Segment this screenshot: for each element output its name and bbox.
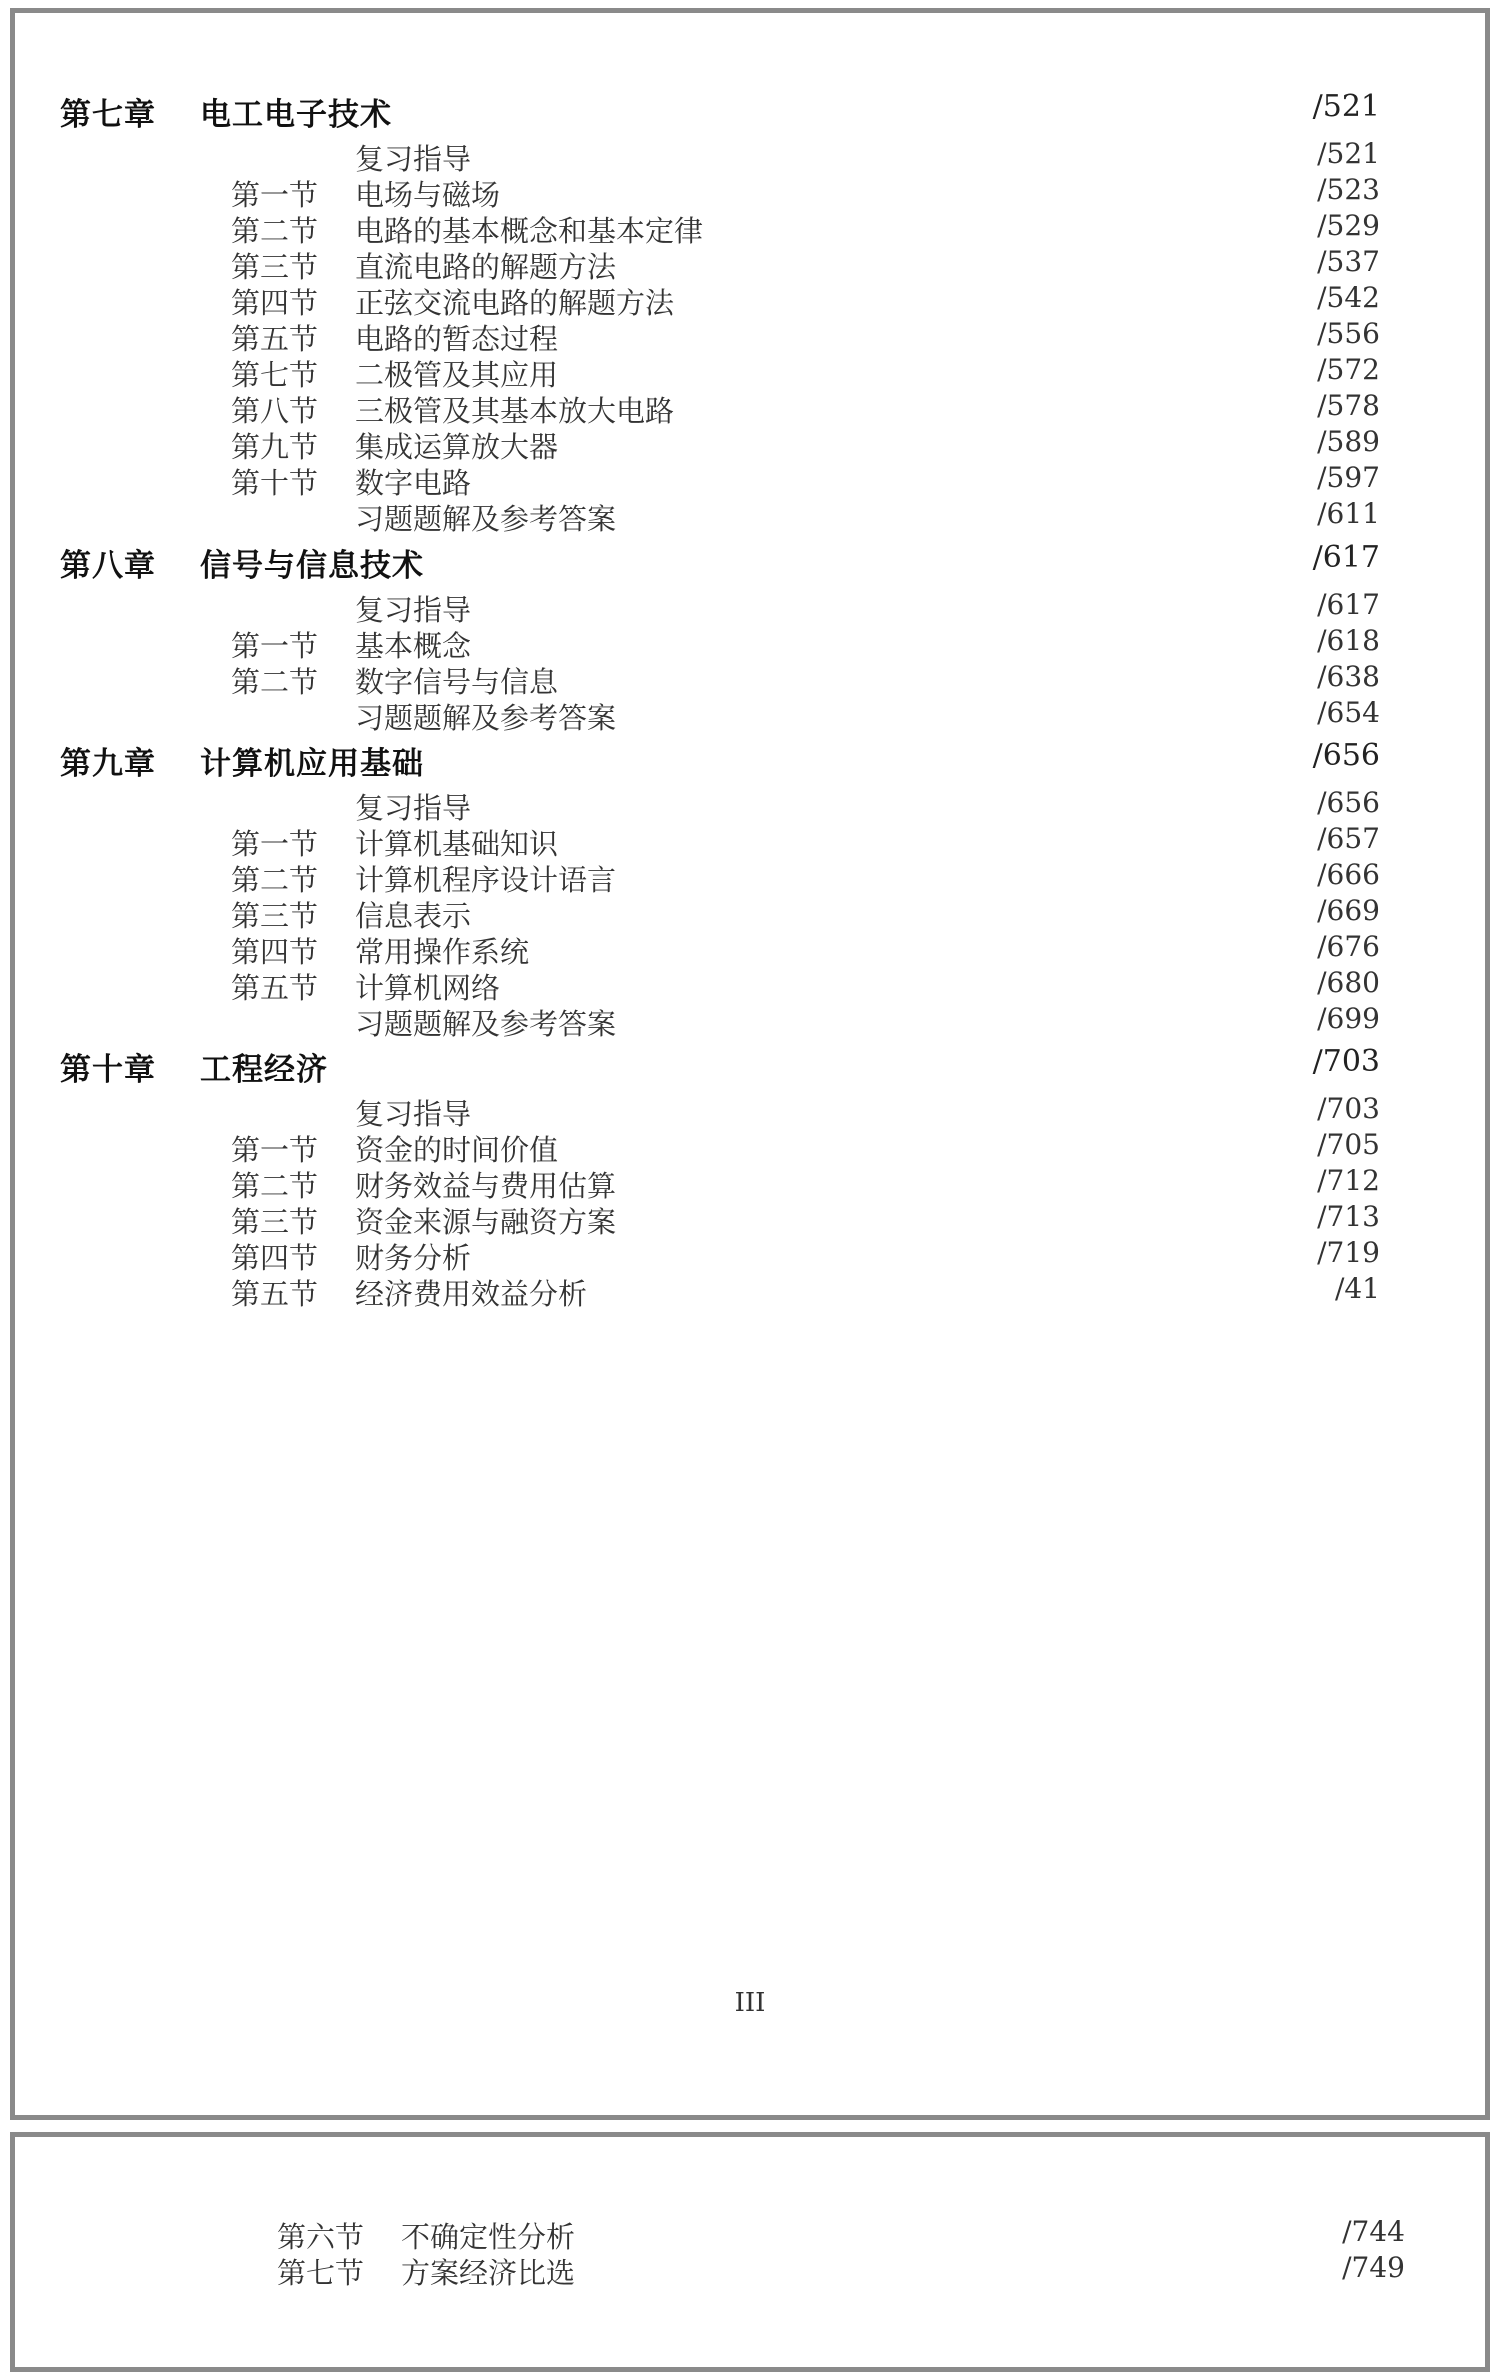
section-name: 计算机程序设计语言	[355, 863, 617, 897]
page-number: /638	[1317, 660, 1380, 693]
section-name: 方案经济比选	[401, 2256, 576, 2290]
section-name: 二极管及其应用	[355, 358, 559, 392]
chapter-name: 信号与信息技术	[200, 548, 424, 584]
section-number: 第一节	[231, 629, 319, 663]
section-name: 资金的时间价值	[355, 1133, 559, 1167]
section-number: 第九节	[231, 430, 319, 464]
section-name: 财务分析	[355, 1241, 472, 1275]
page-number: /680	[1317, 966, 1380, 999]
chapter-title	[60, 89, 392, 134]
section-number: 第一节	[231, 178, 319, 212]
page-number: /699	[1317, 1002, 1380, 1035]
section-number: 第二节	[231, 665, 319, 699]
section-title	[277, 2251, 575, 2292]
section-number: 第四节	[231, 286, 319, 320]
section-title	[231, 1002, 616, 1043]
section-number: 第二节	[231, 214, 319, 248]
section-name: 常用操作系统	[355, 935, 530, 969]
section-name: 信息表示	[355, 899, 472, 933]
toc-page-next	[10, 2132, 1490, 2372]
section-name: 不确定性分析	[401, 2220, 576, 2254]
page-number: /556	[1317, 317, 1380, 350]
section-name: 复习指导	[355, 142, 472, 176]
section-number: 第三节	[231, 899, 319, 933]
chapter-number: 第十章	[60, 1052, 156, 1088]
page-number: /572	[1317, 353, 1380, 386]
page-number: /521	[1317, 137, 1380, 170]
page-number: /521	[1312, 89, 1380, 124]
page-number: /537	[1317, 245, 1380, 278]
section-name: 电路的暂态过程	[355, 322, 559, 356]
page-number: /705	[1317, 1128, 1380, 1161]
section-name: 计算机基础知识	[355, 827, 559, 861]
page-number: /669	[1317, 894, 1380, 927]
page-number: /523	[1317, 173, 1380, 206]
section-title	[231, 696, 616, 737]
page-number: /589	[1317, 425, 1380, 458]
page-number: /656	[1312, 738, 1380, 773]
section-number: 第七节	[277, 2256, 365, 2290]
section-name: 资金来源与融资方案	[355, 1205, 617, 1239]
section-number: 第二节	[231, 863, 319, 897]
section-number: 第一节	[231, 827, 319, 861]
section-name: 三极管及其基本放大电路	[355, 394, 675, 428]
chapter-name: 电工电子技术	[200, 97, 392, 133]
page-number: /712	[1317, 1164, 1380, 1197]
page-number: /744	[1342, 2215, 1405, 2248]
section-number: 第五节	[231, 322, 319, 356]
chapter-number: 第七章	[60, 97, 156, 133]
section-number: 第一节	[231, 1133, 319, 1167]
section-name: 习题题解及参考答案	[355, 701, 617, 735]
chapter-title	[60, 540, 424, 585]
page-number: /542	[1317, 281, 1380, 314]
page-number: /654	[1317, 696, 1380, 729]
section-name: 数字电路	[355, 466, 472, 500]
section-name: 计算机网络	[355, 971, 501, 1005]
page-number: /578	[1317, 389, 1380, 422]
page-number: /529	[1317, 209, 1380, 242]
page-number: /676	[1317, 930, 1380, 963]
section-name: 复习指导	[355, 1097, 472, 1131]
section-name: 复习指导	[355, 593, 472, 627]
chapter-name: 计算机应用基础	[200, 746, 424, 782]
section-title	[231, 497, 616, 538]
page-number: /657	[1317, 822, 1380, 855]
section-number: 第八节	[231, 394, 319, 428]
toc-page	[10, 8, 1490, 2120]
page-number: /618	[1317, 624, 1380, 657]
page-number: /666	[1317, 858, 1380, 891]
section-title	[231, 1272, 587, 1313]
section-name: 直流电路的解题方法	[355, 250, 617, 284]
page-number: /617	[1312, 540, 1380, 575]
section-name: 复习指导	[355, 791, 472, 825]
section-number: 第四节	[231, 935, 319, 969]
section-name: 习题题解及参考答案	[355, 1007, 617, 1041]
section-name: 经济费用效益分析	[355, 1277, 588, 1311]
toc-entry	[15, 1264, 1485, 1318]
page-number: /719	[1317, 1236, 1380, 1269]
section-name: 正弦交流电路的解题方法	[355, 286, 675, 320]
section-name: 习题题解及参考答案	[355, 502, 617, 536]
page-number: /656	[1317, 786, 1380, 819]
section-number: 第十节	[231, 466, 319, 500]
page-number: /749	[1342, 2251, 1405, 2284]
section-number: 第三节	[231, 1205, 319, 1239]
page-folio: III	[734, 1988, 766, 2018]
chapter-number: 第八章	[60, 548, 156, 584]
page-number: /617	[1317, 588, 1380, 621]
page-number: /611	[1317, 497, 1380, 530]
section-number: 第五节	[231, 971, 319, 1005]
section-name: 数字信号与信息	[355, 665, 559, 699]
page-number: /703	[1317, 1092, 1380, 1125]
chapter-number: 第九章	[60, 746, 156, 782]
chapter-title	[60, 1044, 328, 1089]
page-number: /41	[1334, 1272, 1380, 1305]
chapter-name: 工程经济	[200, 1052, 328, 1088]
page-number: /703	[1312, 1044, 1380, 1079]
section-name: 基本概念	[355, 629, 472, 663]
section-number: 第二节	[231, 1169, 319, 1203]
section-number: 第六节	[277, 2220, 365, 2254]
section-name: 电场与磁场	[355, 178, 501, 212]
section-number: 第七节	[231, 358, 319, 392]
toc-entry	[15, 2243, 1485, 2297]
section-name: 电路的基本概念和基本定律	[355, 214, 704, 248]
page-number: /713	[1317, 1200, 1380, 1233]
section-number: 第五节	[231, 1277, 319, 1311]
section-number: 第三节	[231, 250, 319, 284]
page-number: /597	[1317, 461, 1380, 494]
chapter-title	[60, 738, 424, 783]
section-name: 集成运算放大器	[355, 430, 559, 464]
section-name: 财务效益与费用估算	[355, 1169, 617, 1203]
section-number: 第四节	[231, 1241, 319, 1275]
